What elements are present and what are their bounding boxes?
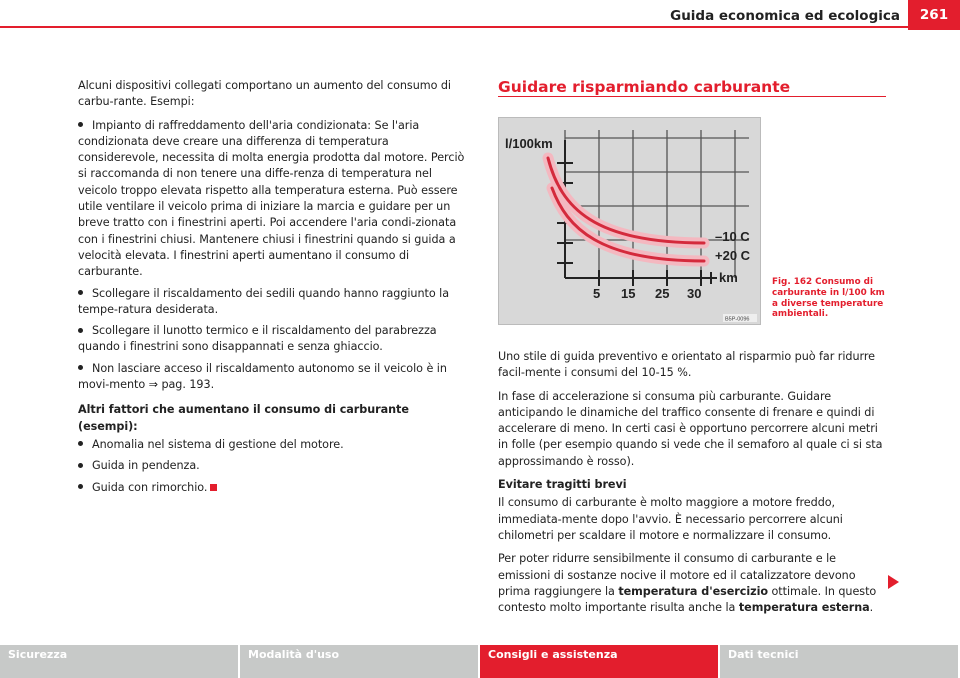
- paragraph: In fase di accelerazione si consuma più carburante. Guidare anticipando le dinamiche del traffico consente di frenare e quindi di accelerare di meno. In certi casi è opportuno percorrere alcuni metri in folle (per esempio quando si vede che il semaforo al quale ci si sta approssimando è rosso).: [498, 389, 883, 468]
- curve-label-minus10: –10 C: [715, 229, 750, 244]
- x-tick-label: 5: [593, 286, 601, 301]
- section-rule: [498, 96, 886, 97]
- curve-label-plus20: +20 C: [715, 248, 751, 263]
- bullet-item: Anomalia nel sistema di gestione del motore.: [78, 437, 466, 453]
- section-title: Guidare risparmiando carburante: [498, 78, 791, 96]
- bullet-item: Impianto di raffreddamento dell'aria condizionata: Se l'aria condizionata deve creare una differenza di temperatura considerevole, necessita di molta energia prodotta dal motore. Perciò si raccomanda di non tenere una diffe-renza di temperatura nel veicolo troppo elevata rispetto alla temperatura esterna. Può essere utile ventilare il veicolo prima di iniziare la marcia e guidare per un breve tratto con i finestrini aperti. Poi accendere l'aria condi-zionata con i finestrini chiusi. Mantenere chiusi i finestrini quando si guida a velocità elevata. I finestrini aperti aumentano il consumo di carburante.: [78, 118, 465, 279]
- left-column: [78, 78, 466, 501]
- y-axis-label: l/100km: [505, 136, 553, 151]
- consumption-diagram: [499, 118, 760, 324]
- x-tick-label: 25: [655, 286, 670, 301]
- paragraph: Il consumo di carburante è molto maggiore a motore freddo, immediata-mente dopo l'avvio. È necessario percorrere alcuni chilometri per scaldare il motore e normalizzare il consumo.: [498, 496, 843, 542]
- tab-consigli-assistenza[interactable]: Consigli e assistenza: [480, 645, 718, 678]
- figure-caption: Fig. 162 Consumo di carburante in l/100 km a diverse temperature ambientali.: [772, 277, 885, 320]
- bullet-item: Scollegare il riscaldamento dei sedili quando hanno raggiunto la tempe-ratura desiderata.: [78, 286, 449, 316]
- header-title: Guida economica ed ecologica: [670, 8, 900, 24]
- x-tick-label: 15: [621, 286, 636, 301]
- page-header: [0, 0, 960, 30]
- bullet-icon: [78, 290, 83, 295]
- end-square-icon: [210, 484, 217, 491]
- subheading: Evitare tragitti brevi: [498, 478, 627, 492]
- bullet-item: Guida in pendenza.: [78, 458, 466, 474]
- bullet-icon: [78, 122, 83, 127]
- right-column: [498, 349, 888, 623]
- x-axis-label: km: [719, 270, 738, 285]
- footer-nav: [0, 645, 960, 678]
- paragraph: Uno stile di guida preventivo e orientato al risparmio può far ridurre facil-mente i consumi del 10-15 %.: [498, 350, 875, 380]
- bullet-icon: [78, 328, 83, 333]
- paragraph: Per poter ridurre sensibilmente il consumo di carburante e le emissioni di sostanze nocive il motore ed il catalizzatore devono prima raggiungere la temperatura d'esercizio ottimale. In questo contesto molto importante risulta anche la temperatura esterna.: [498, 552, 877, 615]
- figure-code: B5P-0096: [725, 316, 750, 323]
- header-rule: [0, 26, 908, 28]
- bullet-icon: [78, 484, 83, 489]
- bullet-item: Scollegare il lunotto termico e il riscaldamento del parabrezza quando i finestrini sono disappannati e senza ghiaccio.: [78, 324, 437, 354]
- consumption-figure: [498, 117, 761, 325]
- next-page-arrow-icon[interactable]: [888, 575, 899, 589]
- tab-modalita-uso[interactable]: Modalità d'uso: [240, 645, 478, 678]
- bullet-item: Non lasciare acceso il riscaldamento autonomo se il veicolo è in movi-mento ⇒ pag. 193.: [78, 361, 447, 392]
- bullet-icon: [78, 441, 83, 446]
- subheading: Altri fattori che aumentano il consumo di carburante (esempi):: [78, 403, 409, 433]
- tab-sicurezza[interactable]: Sicurezza: [0, 645, 238, 678]
- bullet-icon: [78, 365, 83, 370]
- intro-paragraph: Alcuni dispositivi collegati comportano un aumento del consumo di carbu-rante. Esempi:: [78, 79, 451, 109]
- tab-dati-tecnici[interactable]: Dati tecnici: [720, 645, 958, 678]
- x-tick-label: 30: [687, 286, 702, 301]
- bullet-icon: [78, 463, 83, 468]
- bullet-item: Guida con rimorchio.: [78, 480, 466, 496]
- page-number: 261: [908, 0, 960, 30]
